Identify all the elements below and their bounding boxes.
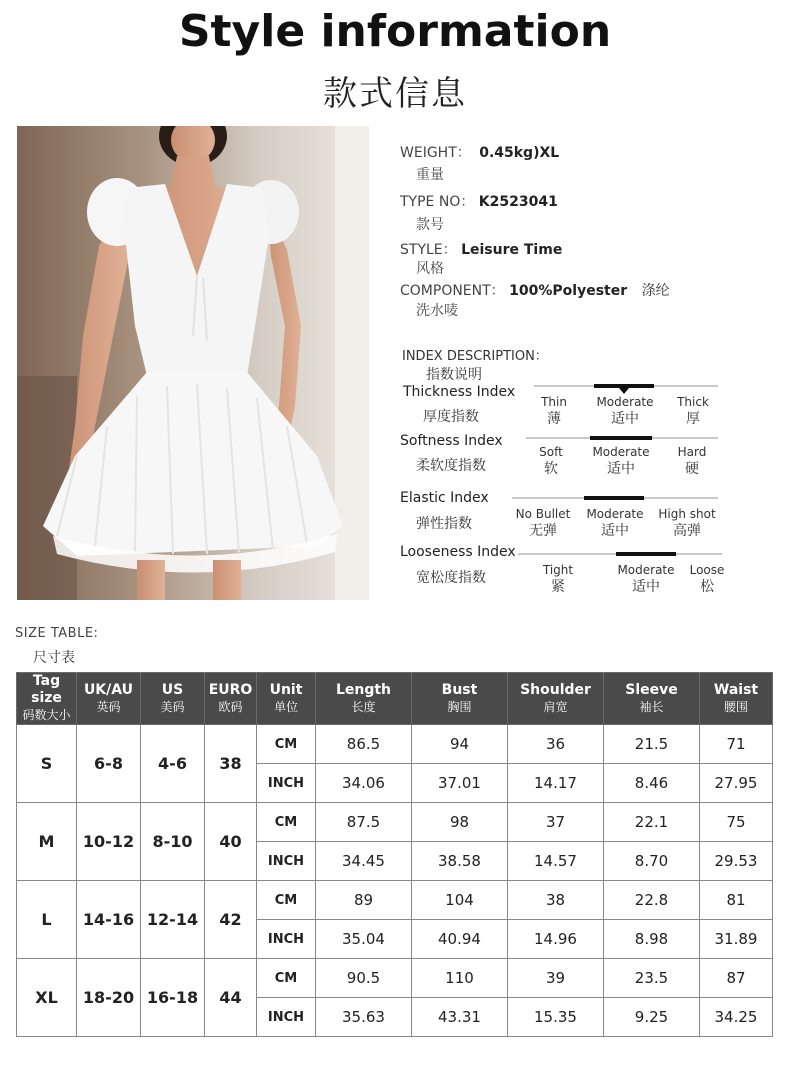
type-value: K2523041	[478, 194, 558, 210]
product-photo	[17, 126, 369, 600]
sleeve-cell: 22.8	[604, 881, 700, 920]
component-cn: 洗水唛	[416, 303, 458, 319]
unit-cell: INCH	[257, 920, 316, 959]
shoulder-cell: 38	[508, 881, 604, 920]
header-uk-au: UK/AU 英码	[77, 673, 141, 725]
weight-label: WEIGHT：	[400, 145, 471, 161]
elastic-option-moderate: Moderate 适中	[586, 507, 644, 539]
shoulder-cell: 14.96	[508, 920, 604, 959]
header-waist: Waist 腰围	[700, 673, 773, 725]
size-table-label-cn: 尺寸表	[33, 650, 75, 666]
softness-option-soft: Soft 软	[539, 445, 563, 477]
uk-cell: 6-8	[77, 725, 141, 803]
size-cell: XL	[17, 959, 77, 1037]
size-cell: S	[17, 725, 77, 803]
length-cell: 34.06	[316, 764, 412, 803]
waist-cell: 75	[700, 803, 773, 842]
shoulder-cell: 14.57	[508, 842, 604, 881]
waist-cell: 29.53	[700, 842, 773, 881]
weight-value: 0.45kg)XL	[479, 145, 560, 161]
size-table	[16, 672, 773, 1037]
bust-cell: 40.94	[412, 920, 508, 959]
us-cell: 16-18	[141, 959, 205, 1037]
looseness-index-name: Looseness Index	[400, 544, 516, 560]
type-cn: 款号	[416, 217, 444, 233]
page-title: Style information	[178, 6, 612, 57]
unit-cell: CM	[257, 803, 316, 842]
softness-index-cn: 柔软度指数	[416, 458, 486, 474]
waist-cell: 81	[700, 881, 773, 920]
size-table-label: SIZE TABLE:	[15, 626, 99, 641]
type-line	[400, 191, 558, 211]
shoulder-cell: 39	[508, 959, 604, 998]
weight-line	[400, 142, 559, 162]
waist-cell: 87	[700, 959, 773, 998]
elastic-index-cn: 弹性指数	[416, 516, 472, 532]
style-label: STYLE：	[400, 242, 457, 258]
weight-cn: 重量	[416, 167, 444, 183]
sleeve-cell: 9.25	[604, 998, 700, 1037]
index-title: INDEX DESCRIPTION：	[402, 349, 548, 364]
softness-option-hard: Hard 硬	[677, 445, 707, 477]
thickness-index-name: Thickness Index	[403, 384, 516, 400]
waist-cell: 71	[700, 725, 773, 764]
elastic-index-name: Elastic Index	[400, 490, 489, 506]
header-shoulder: Shoulder 肩宽	[508, 673, 604, 725]
bust-cell: 98	[412, 803, 508, 842]
waist-cell: 34.25	[700, 998, 773, 1037]
bust-cell: 110	[412, 959, 508, 998]
header-bust: Bust 胸围	[412, 673, 508, 725]
length-cell: 35.63	[316, 998, 412, 1037]
bust-cell: 38.58	[412, 842, 508, 881]
length-cell: 89	[316, 881, 412, 920]
looseness-option-tight: Tight 紧	[542, 563, 574, 595]
uk-cell: 18-20	[77, 959, 141, 1037]
thickness-option-moderate: Moderate 适中	[596, 395, 654, 427]
uk-cell: 10-12	[77, 803, 141, 881]
dress-illustration-icon	[17, 126, 369, 600]
sleeve-cell: 8.46	[604, 764, 700, 803]
softness-selected-bar	[590, 436, 652, 440]
page-subtitle: 款式信息	[323, 74, 467, 114]
unit-cell: INCH	[257, 764, 316, 803]
waist-cell: 31.89	[700, 920, 773, 959]
thickness-option-thin: Thin 薄	[541, 395, 567, 427]
type-label: TYPE NO：	[400, 194, 475, 210]
softness-option-moderate: Moderate 适中	[592, 445, 650, 477]
sleeve-cell: 8.98	[604, 920, 700, 959]
sleeve-cell: 22.1	[604, 803, 700, 842]
elastic-selected-bar	[584, 496, 644, 500]
looseness-option-moderate: Moderate 适中	[617, 563, 675, 595]
size-cell: L	[17, 881, 77, 959]
elastic-option-high-shot: High shot 高弹	[658, 507, 716, 539]
bust-cell: 104	[412, 881, 508, 920]
size-cell: M	[17, 803, 77, 881]
sleeve-cell: 23.5	[604, 959, 700, 998]
length-cell: 87.5	[316, 803, 412, 842]
unit-cell: INCH	[257, 998, 316, 1037]
shoulder-cell: 15.35	[508, 998, 604, 1037]
style-line	[400, 239, 562, 259]
header-length: Length 长度	[316, 673, 412, 725]
looseness-index-cn: 宽松度指数	[416, 570, 486, 586]
header-unit: Unit 单位	[257, 673, 316, 725]
component-label: COMPONENT：	[400, 283, 505, 299]
header-tag-size: Tag size 码数大小	[17, 673, 77, 725]
euro-cell: 40	[205, 803, 257, 881]
bust-cell: 94	[412, 725, 508, 764]
header-euro: EURO 欧码	[205, 673, 257, 725]
table-row	[17, 881, 773, 920]
length-cell: 35.04	[316, 920, 412, 959]
table-row	[17, 803, 773, 842]
uk-cell: 14-16	[77, 881, 141, 959]
sleeve-cell: 21.5	[604, 725, 700, 764]
index-title-cn: 指数说明	[426, 367, 482, 383]
header-us: US 美码	[141, 673, 205, 725]
euro-cell: 38	[205, 725, 257, 803]
shoulder-cell: 37	[508, 803, 604, 842]
header-sleeve: Sleeve 袖长	[604, 673, 700, 725]
unit-cell: CM	[257, 881, 316, 920]
thickness-index-cn: 厚度指数	[423, 409, 479, 425]
thickness-option-thick: Thick 厚	[677, 395, 709, 427]
bust-cell: 43.31	[412, 998, 508, 1037]
looseness-option-loose: Loose 松	[689, 563, 725, 595]
shoulder-cell: 14.17	[508, 764, 604, 803]
component-extra: 涤纶	[641, 283, 670, 299]
softness-index-name: Softness Index	[400, 433, 503, 449]
shoulder-cell: 36	[508, 725, 604, 764]
euro-cell: 44	[205, 959, 257, 1037]
elastic-option-no-bullet: No Bullet 无弹	[515, 507, 571, 539]
unit-cell: CM	[257, 959, 316, 998]
unit-cell: CM	[257, 725, 316, 764]
table-row	[17, 725, 773, 764]
us-cell: 12-14	[141, 881, 205, 959]
euro-cell: 42	[205, 881, 257, 959]
component-line	[400, 280, 670, 300]
length-cell: 34.45	[316, 842, 412, 881]
length-cell: 86.5	[316, 725, 412, 764]
looseness-selected-bar	[616, 552, 676, 556]
bust-cell: 37.01	[412, 764, 508, 803]
component-value: 100%Polyester	[509, 283, 628, 299]
sleeve-cell: 8.70	[604, 842, 700, 881]
table-row	[17, 959, 773, 998]
length-cell: 90.5	[316, 959, 412, 998]
us-cell: 8-10	[141, 803, 205, 881]
unit-cell: INCH	[257, 842, 316, 881]
waist-cell: 27.95	[700, 764, 773, 803]
size-table-header-row	[17, 673, 773, 725]
us-cell: 4-6	[141, 725, 205, 803]
style-value: Leisure Time	[461, 242, 563, 258]
style-cn: 风格	[416, 261, 444, 277]
